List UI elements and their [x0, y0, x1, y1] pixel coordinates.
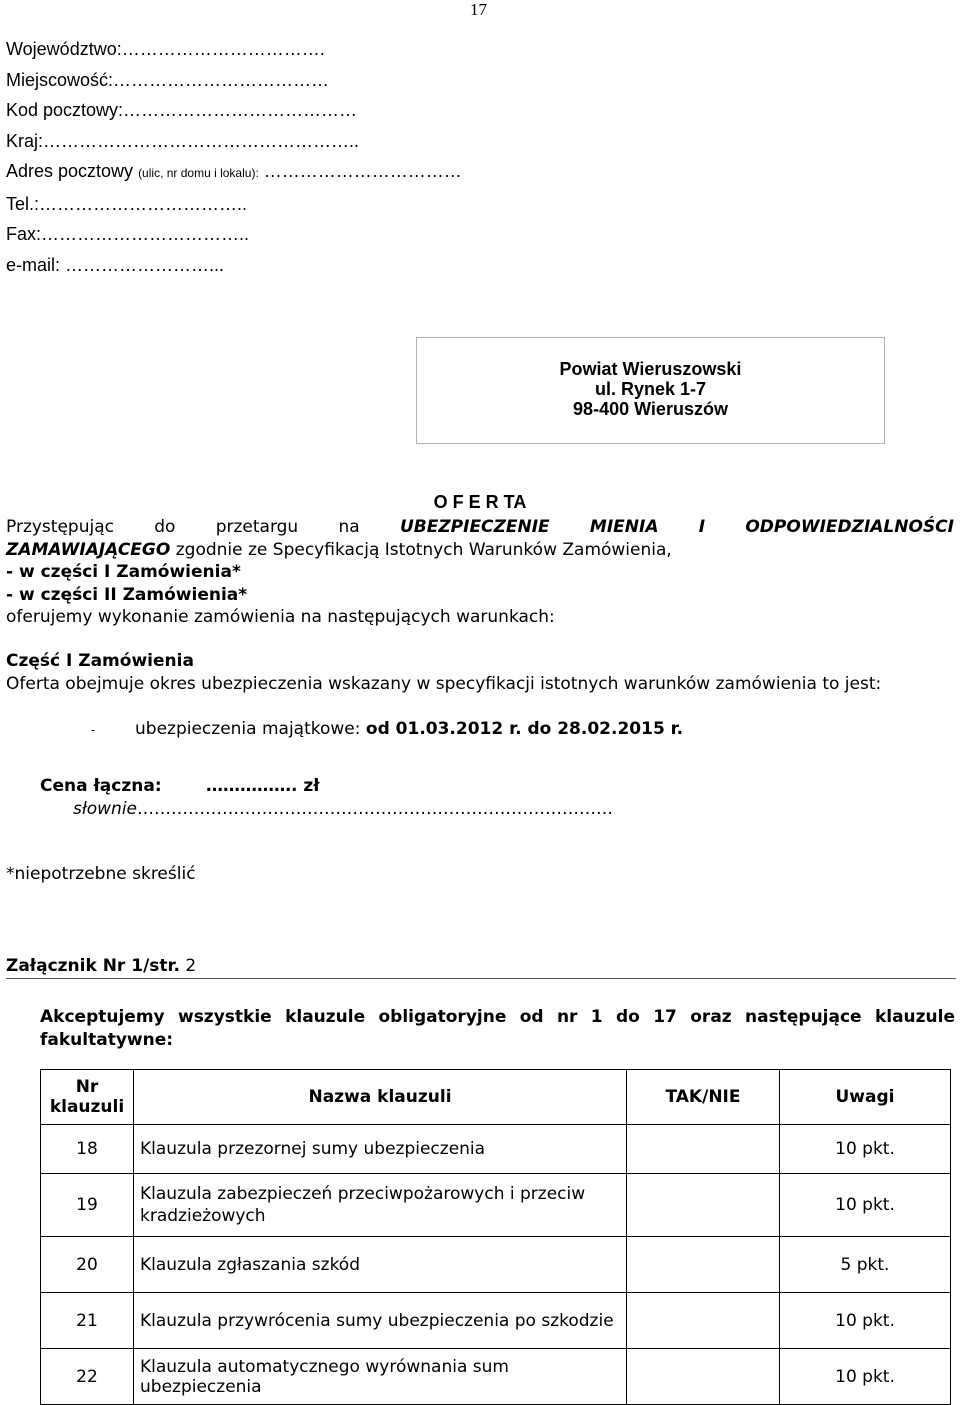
- clause-number: 18: [41, 1125, 134, 1174]
- intro-spec: zgodnie ze Specyfikacją Istotnych Warunków Zamówienia,: [170, 539, 672, 560]
- table-row: [41, 1125, 951, 1174]
- intro-line-1: [6, 516, 954, 539]
- table-row: [41, 1293, 951, 1349]
- postal-address-hint: (ulic, nr domu i lokalu):: [138, 166, 259, 180]
- attachment-header: [6, 956, 956, 979]
- part-one-description: Oferta obejmuje okres ubezpieczenia wskazany w specyfikacji istotnych warunków zamówienia to jest:: [6, 674, 882, 694]
- recipient-name: Powiat Wieruszowski: [559, 359, 742, 379]
- intro-closing: oferujemy wykonanie zamówienia na następujących warunkach:: [6, 607, 555, 627]
- acceptance-word: wszystkie: [177, 1007, 272, 1027]
- part-one-option: - w części I Zamówienia*: [6, 562, 241, 582]
- insurance-dates: od 01.03.2012 r. do 28.02.2015 r.: [365, 719, 684, 739]
- clause-points: 10 pkt.: [780, 1349, 951, 1405]
- header-yes-no: TAK/NIE: [627, 1070, 780, 1125]
- acceptance-line-2: fakultatywne:: [40, 1029, 174, 1050]
- clause-name: Klauzula zabezpieczeń przeciwpożarowych i przeciw kradzieżowych: [134, 1174, 627, 1237]
- recipient-street: ul. Rynek 1-7: [594, 379, 707, 399]
- clause-points: 10 pkt.: [780, 1174, 951, 1237]
- acceptance-word: 17: [653, 1007, 677, 1027]
- country-field: Kraj:……………………………………………..: [6, 130, 360, 151]
- table-row: [41, 1349, 951, 1405]
- email-field: e-mail: ……………………...: [6, 254, 225, 275]
- postal-address-field: [6, 156, 462, 189]
- footnote: *niepotrzebne skreślić: [6, 864, 196, 884]
- phone-field: Tel.:……………………………..: [6, 193, 248, 214]
- table-row: [41, 1237, 951, 1293]
- list-dash: -: [91, 723, 96, 737]
- insurance-label: ubezpieczenia majątkowe:: [135, 719, 366, 739]
- intro-word: do: [154, 517, 176, 537]
- offer-intro: [6, 516, 954, 629]
- table-header-row: [41, 1070, 951, 1125]
- clause-number: 22: [41, 1349, 134, 1405]
- clause-yes-no[interactable]: [627, 1237, 780, 1293]
- attachment-page: 2: [179, 956, 197, 976]
- intro-word: I: [698, 517, 706, 537]
- acceptance-word: od: [519, 1007, 544, 1027]
- insurance-period: [135, 719, 683, 739]
- intro-word: Przystępując: [6, 517, 114, 537]
- clause-name: Klauzula przywrócenia sumy ubezpieczenia po szkodzie: [134, 1293, 627, 1349]
- city-field: Miejscowość:………………………………: [6, 69, 330, 90]
- clause-number: 19: [41, 1174, 134, 1237]
- acceptance-word: 1: [590, 1007, 603, 1027]
- acceptance-word: oraz: [690, 1007, 732, 1027]
- clause-name: Klauzula automatycznego wyrównania sum ubezpieczenia: [134, 1349, 627, 1405]
- price-in-words: [73, 799, 613, 819]
- acceptance-word: do: [616, 1007, 640, 1027]
- acceptance-word: obligatoryjne: [378, 1007, 507, 1027]
- part-two-option: - w części II Zamówienia*: [6, 584, 248, 605]
- acceptance-word: nr: [556, 1007, 578, 1027]
- total-price-value: ……………. zł: [206, 776, 320, 796]
- acceptance-word: Akceptujemy: [40, 1007, 165, 1027]
- postal-address-dots: ……………………………: [258, 161, 462, 181]
- clause-points: 10 pkt.: [780, 1125, 951, 1174]
- acceptance-statement: [40, 1006, 955, 1051]
- clause-name: Klauzula zgłaszania szkód: [134, 1237, 627, 1293]
- intro-word: MIENIA: [589, 517, 659, 537]
- recipient-box: [416, 337, 885, 444]
- acceptance-word: klauzule: [874, 1007, 955, 1027]
- page-number: 17: [470, 0, 487, 19]
- clause-name: Klauzula przezornej sumy ubezpieczenia: [134, 1125, 627, 1174]
- total-price: [40, 776, 320, 796]
- clause-yes-no[interactable]: [627, 1174, 780, 1237]
- price-in-words-dots: …………………………………………………………………………: [137, 799, 613, 819]
- clause-number: 21: [41, 1293, 134, 1349]
- header-remarks: Uwagi: [780, 1070, 951, 1125]
- intro-word: na: [338, 517, 360, 537]
- acceptance-line-1: [40, 1006, 955, 1029]
- clause-yes-no[interactable]: [627, 1349, 780, 1405]
- postal-code-field: Kod pocztowy:…………………………………: [6, 100, 358, 120]
- price-in-words-label: słownie: [73, 799, 137, 819]
- offer-title: O F E R TA: [433, 492, 527, 512]
- voivodeship-field: Województwo:…………………………….: [6, 39, 325, 59]
- header-name: Nazwa klauzuli: [134, 1070, 627, 1125]
- intro-word: przetargu: [215, 517, 299, 537]
- total-price-label: Cena łączna:: [40, 776, 162, 796]
- table-row: [41, 1174, 951, 1237]
- sender-details: [6, 34, 462, 280]
- intro-word: ODPOWIEDZIALNOŚCI: [745, 517, 954, 537]
- fax-field: Fax:……………………………..: [6, 224, 250, 244]
- clause-points: 5 pkt.: [780, 1237, 951, 1293]
- part-one-title: Część I Zamówienia: [6, 651, 194, 671]
- intro-line-2: [6, 539, 954, 562]
- clause-yes-no[interactable]: [627, 1293, 780, 1349]
- acceptance-word: następujące: [745, 1007, 862, 1027]
- clause-number: 20: [41, 1237, 134, 1293]
- clause-yes-no[interactable]: [627, 1125, 780, 1174]
- clauses-table: [40, 1069, 951, 1405]
- intro-orderer: ZAMAWIAJĄCEGO: [6, 539, 171, 560]
- clause-points: 10 pkt.: [780, 1293, 951, 1349]
- intro-word: UBEZPIECZENIE: [399, 517, 550, 537]
- recipient-city: 98-400 Wieruszów: [573, 399, 728, 419]
- acceptance-word: klauzule: [285, 1007, 366, 1027]
- header-nr: Nr klauzuli: [41, 1070, 134, 1125]
- attachment-label: Załącznik Nr 1/str.: [6, 956, 180, 976]
- postal-address-label: Adres pocztowy: [6, 161, 139, 181]
